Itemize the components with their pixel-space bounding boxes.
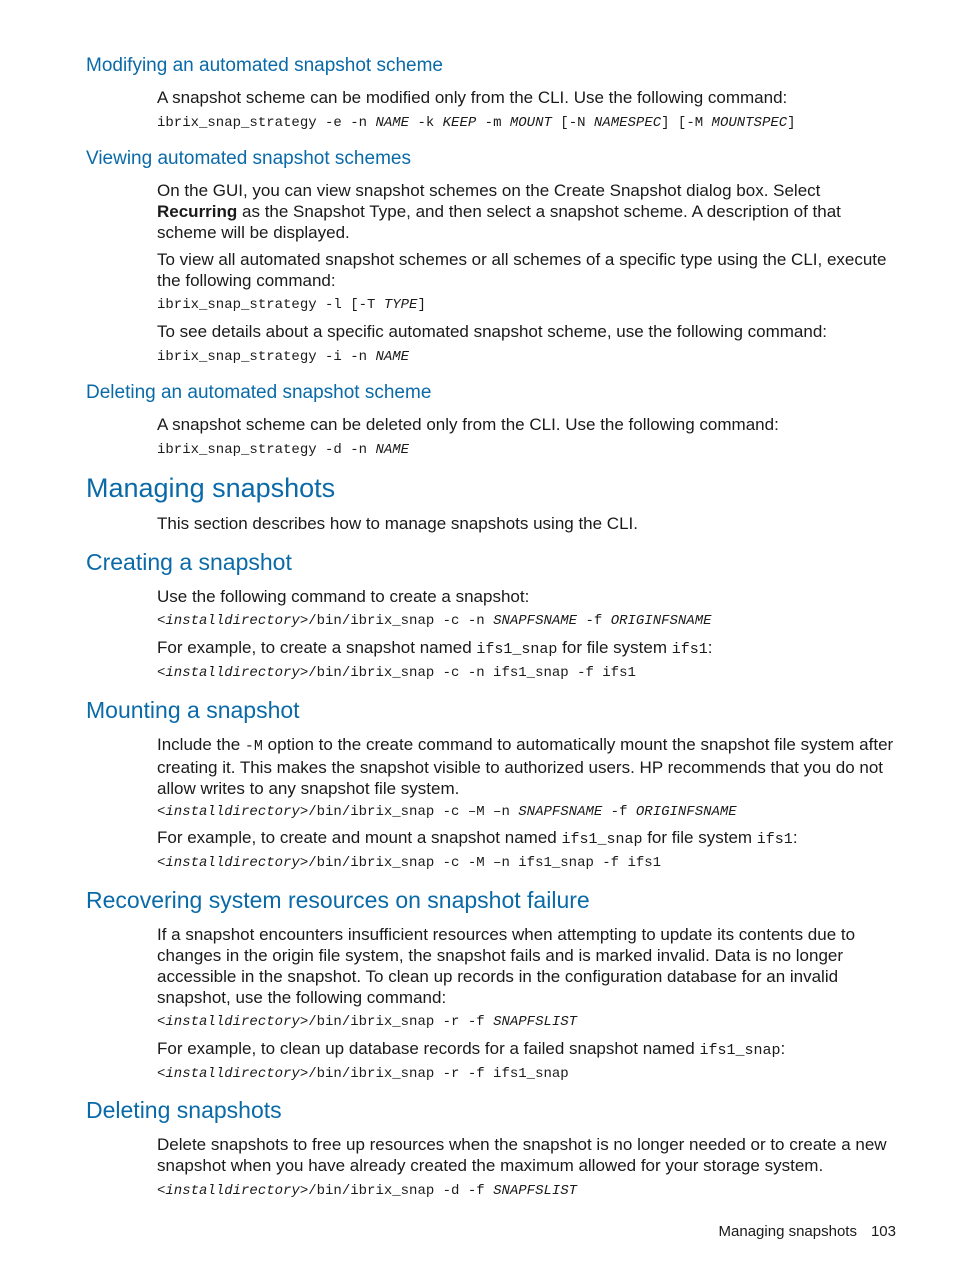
command-recover-example: <installdirectory>/bin/ibrix_snap -r -f ifs1_snap bbox=[157, 1066, 569, 1082]
paragraph-recover-example: For example, to clean up database records for a failed snapshot named ifs1_snap: bbox=[157, 1039, 786, 1059]
command-delete-scheme: ibrix_snap_strategy -d -n NAME bbox=[157, 442, 410, 458]
heading-deleting-snapshots: Deleting snapshots bbox=[86, 1097, 282, 1123]
heading-creating-snapshot: Creating a snapshot bbox=[86, 549, 292, 575]
heading-recovering-resources: Recovering system resources on snapshot failure bbox=[86, 887, 590, 913]
paragraph-view-details: To see details about a specific automated snapshot scheme, use the following command: bbox=[157, 322, 827, 341]
paragraph-modify-intro: A snapshot scheme can be modified only from the CLI. Use the following command: bbox=[157, 88, 788, 107]
command-modify-scheme: ibrix_snap_strategy -e -n NAME -k KEEP -m MOUNT [-N NAMESPEC] [-M MOUNTSPEC] bbox=[157, 115, 796, 131]
page-number: 103 bbox=[870, 1223, 896, 1240]
footer-title: Managing snapshots bbox=[718, 1223, 857, 1240]
paragraph-view-cli: To view all automated snapshot schemes or all schemes of a specific type using the CLI, execute the following command: bbox=[157, 250, 887, 290]
paragraph-delete-snapshots: Delete snapshots to free up resources when the snapshot is no longer needed or to create a new snapshot when you have already created the maximum allowed for your storage system. bbox=[157, 1135, 887, 1175]
command-mount-snapshot: <installdirectory>/bin/ibrix_snap -c –M –n SNAPFSNAME -f ORIGINFSNAME bbox=[157, 804, 737, 820]
paragraph-delete-scheme: A snapshot scheme can be deleted only from the CLI. Use the following command: bbox=[157, 415, 779, 434]
paragraph-mount-intro: Include the -M option to the create command to automatically mount the snapshot file system after creating it. This makes the snapshot visible to authorized users. HP recommends that you do not allow writes to any snapshot file system. bbox=[157, 735, 894, 798]
paragraph-managing-intro: This section describes how to manage snapshots using the CLI. bbox=[157, 514, 638, 533]
heading-deleting-scheme: Deleting an automated snapshot scheme bbox=[86, 382, 432, 403]
paragraph-recover-intro: If a snapshot encounters insufficient resources when attempting to update its contents due to changes in the origin file system, the snapshot fails and is marked invalid. Data is no longer accessible in the snapshot. To clean up records in the configuration database for an invalid snapshot, use the following command: bbox=[157, 925, 856, 1007]
heading-managing-snapshots: Managing snapshots bbox=[86, 473, 336, 503]
heading-modifying-scheme: Modifying an automated snapshot scheme bbox=[86, 55, 443, 76]
command-create-snapshot: <installdirectory>/bin/ibrix_snap -c -n SNAPFSNAME -f ORIGINFSNAME bbox=[157, 613, 712, 629]
paragraph-mount-example: For example, to create and mount a snapshot named ifs1_snap for file system ifs1: bbox=[157, 828, 798, 848]
command-view-list: ibrix_snap_strategy -l [-T TYPE] bbox=[157, 297, 426, 313]
paragraph-create-intro: Use the following command to create a snapshot: bbox=[157, 587, 530, 606]
command-delete-snapshots: <installdirectory>/bin/ibrix_snap -d -f SNAPFSLIST bbox=[157, 1183, 578, 1199]
command-recover: <installdirectory>/bin/ibrix_snap -r -f SNAPFSLIST bbox=[157, 1014, 578, 1030]
heading-mounting-snapshot: Mounting a snapshot bbox=[86, 697, 300, 723]
heading-viewing-schemes: Viewing automated snapshot schemes bbox=[86, 148, 411, 169]
command-mount-example: <installdirectory>/bin/ibrix_snap -c -M –n ifs1_snap -f ifs1 bbox=[157, 855, 662, 871]
page-footer bbox=[719, 1223, 896, 1240]
command-view-info: ibrix_snap_strategy -i -n NAME bbox=[157, 349, 410, 365]
paragraph-view-gui: On the GUI, you can view snapshot schemes on the Create Snapshot dialog box. Select Recurring as the Snapshot Type, and then select a snapshot scheme. A description of that scheme will be displayed. bbox=[157, 181, 841, 242]
paragraph-create-example: For example, to create a snapshot named ifs1_snap for file system ifs1: bbox=[157, 638, 713, 658]
command-create-example: <installdirectory>/bin/ibrix_snap -c -n ifs1_snap -f ifs1 bbox=[157, 665, 636, 681]
